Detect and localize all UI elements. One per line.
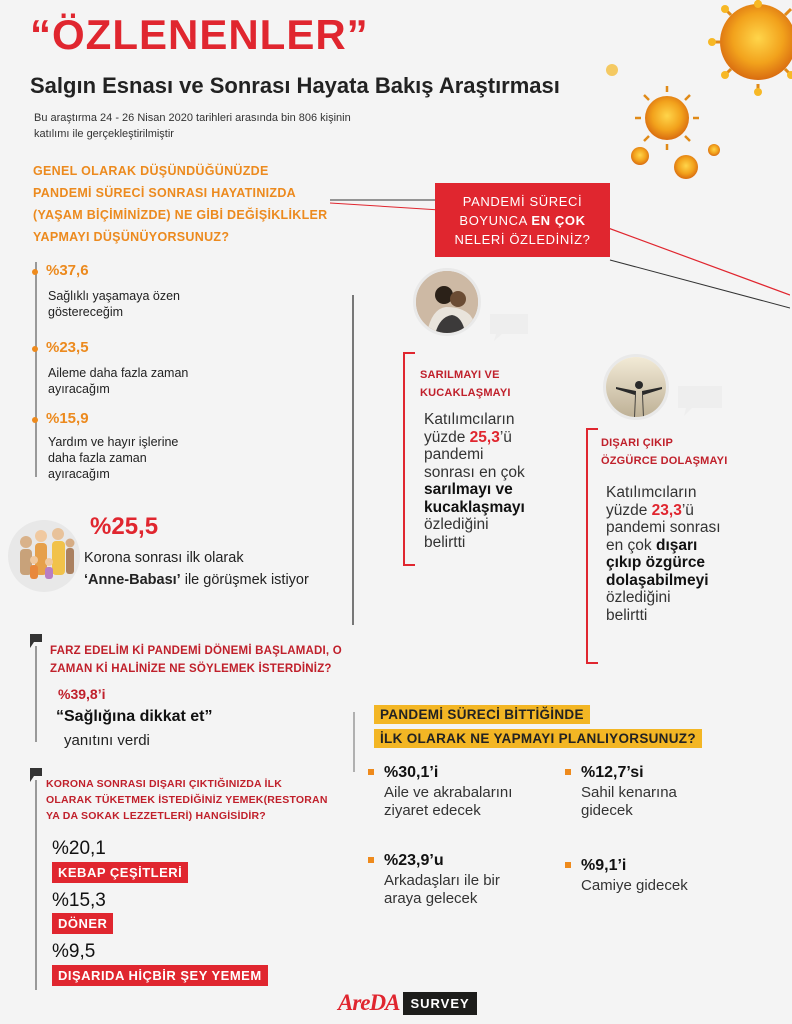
chat-bubble-icon <box>676 384 724 418</box>
food-pct: %15,3 <box>52 890 106 911</box>
page-subtitle: Salgın Esnası ve Sonrası Hayata Bakış Araştırması <box>30 73 560 98</box>
timeline-line <box>35 780 37 990</box>
missed-box: PANDEMİ SÜRECİ BOYUNCA EN ÇOK NELERİ ÖZLEDİNİZ? <box>435 183 610 257</box>
question-past: FARZ EDELİM Kİ PANDEMİ DÖNEMİ BAŞLAMADI, O ZAMAN Kİ HALİNİZE NE SÖYLEMEK İSTERDİNİZ? <box>50 645 342 675</box>
timeline-line <box>35 646 37 742</box>
brand-survey: SURVEY <box>403 992 476 1015</box>
bullet-icon <box>565 862 571 868</box>
parents-pct: %25,5 <box>90 513 159 540</box>
food-pct: %20,1 <box>52 838 106 859</box>
bracket <box>586 428 598 664</box>
divider-line <box>352 712 382 772</box>
timeline-line <box>35 262 37 477</box>
question-lifestyle: GENEL OLARAK DÜŞÜNDÜĞÜNÜZDE PANDEMİ SÜRECİ SONRASI HAYATINIZDA (YAŞAM BİÇİMİNİZDE) NE GİBİ DEĞİŞİKLİKLER YAPMAYI DÜŞÜNÜYORSUNUZ? <box>33 164 328 244</box>
outside-text: Katılımcıların yüzde 23,3’ü pandemi sonrası en çok dışarı çıkıp özgürce dolaşabilmeyi özlediğini belirtti <box>606 484 721 624</box>
hug-title: SARILMAYI VE KUCAKLAŞMAYI <box>420 369 511 399</box>
plans-heading: PANDEMİ SÜRECİ BİTTİĞİNDE <box>374 705 590 724</box>
past-pct: %39,8’i <box>58 686 106 702</box>
brand-logo <box>338 990 477 1016</box>
chat-bubble-icon <box>488 312 530 342</box>
parents-text: Korona sonrası ilk olarak ‘Anne-Babası’ ile görüşmek istiyor <box>84 550 309 588</box>
bracket <box>403 352 415 566</box>
food-label: KEBAP ÇEŞİTLERİ <box>52 862 188 883</box>
bullet-icon <box>368 769 374 775</box>
past-answer: yanıtını verdi <box>64 732 150 749</box>
outside-title: DIŞARI ÇIKIP ÖZGÜRCE DOLAŞMAYI <box>601 437 728 467</box>
virus-icon <box>600 0 792 190</box>
bullet-icon <box>565 769 571 775</box>
food-label: DIŞARIDA HİÇBİR ŞEY YEMEM <box>52 965 268 986</box>
plans-heading: İLK OLARAK NE YAPMAYI PLANLIYORSUNUZ? <box>374 729 702 748</box>
family-icon <box>8 512 80 596</box>
brand-name: AreDA <box>338 990 400 1015</box>
food-label: DÖNER <box>52 913 113 934</box>
page-title: “ÖZLENENLER” <box>30 11 369 58</box>
bullet-icon <box>368 857 374 863</box>
bullet-icon <box>32 269 38 275</box>
food-pct: %9,5 <box>52 941 96 962</box>
past-quote: “Sağlığına dikkat et” <box>56 708 213 725</box>
bullet-icon <box>32 417 38 423</box>
hug-text: Katılımcıların yüzde 25,3’ü pandemi sonrası en çok sarılmayı ve kucaklaşmayı özlediğini belirtti <box>424 411 525 551</box>
freedom-photo-icon <box>603 354 669 420</box>
divider-line <box>352 295 354 625</box>
question-food: KORONA SONRASI DIŞARI ÇIKTIĞINIZDA İLK OLARAK TÜKETMEK İSTEDİĞİNİZ YEMEK(RESTORAN YA DA SOKAK LEZZETLERİ) HANGİSİDİR? <box>46 778 328 822</box>
bullet-icon <box>32 346 38 352</box>
hug-photo-icon <box>413 268 481 336</box>
intro-text: Bu araştırma 24 - 26 Nisan 2020 tarihleri arasında bin 806 kişinin katılımı ile gerçekleştirilmiştir <box>34 112 351 140</box>
